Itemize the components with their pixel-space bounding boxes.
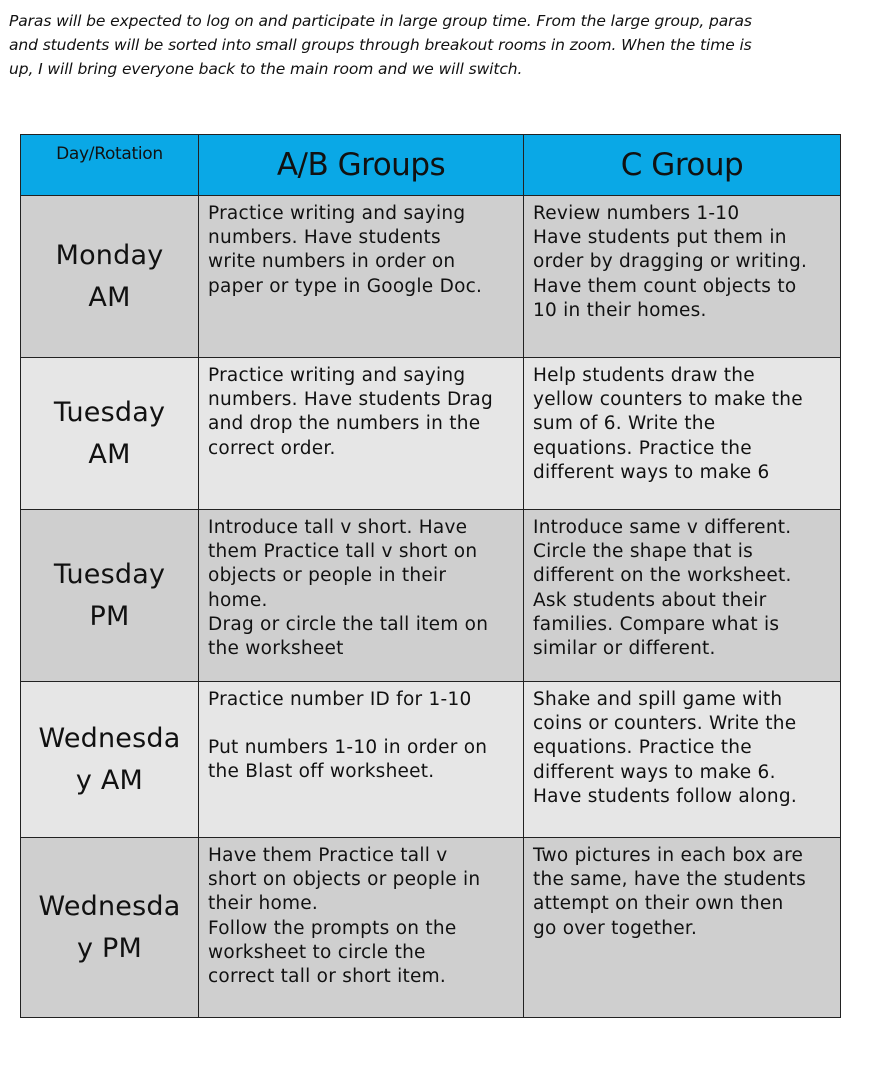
text-line: Have students follow along. <box>533 785 798 807</box>
text-line: them Practice tall v short on <box>208 541 478 563</box>
table-row <box>21 358 841 510</box>
header-row <box>21 135 841 196</box>
text-line: Practice writing and saying <box>208 365 466 386</box>
time-label: y PM <box>77 932 142 964</box>
day-label: Wednesda <box>38 890 181 922</box>
text-line: different ways to make 6 <box>533 461 770 483</box>
ab-activity-cell <box>199 682 524 838</box>
c-activity-cell <box>524 838 841 1018</box>
header-ab-groups-label: A/B Groups <box>276 147 446 183</box>
text-line: numbers. Have students Drag <box>208 389 493 411</box>
text-line: Follow the prompts on the <box>208 917 457 939</box>
day-cell <box>21 682 199 838</box>
c-activity-cell <box>524 358 841 510</box>
rotation-schedule-table <box>20 134 841 1018</box>
text-line: write numbers in order on <box>208 251 456 273</box>
text-line: sum of 6. Write the <box>533 413 716 435</box>
header-c-group-label: C Group <box>620 147 744 183</box>
day-label: Tuesday <box>53 396 166 428</box>
header-day-rotation-label: Day/Rotation <box>56 144 163 164</box>
day-cell <box>21 510 199 682</box>
ab-activity-cell <box>199 358 524 510</box>
text-line: the same, have the students <box>533 869 807 891</box>
c-activity-cell <box>524 196 841 358</box>
text-line: Introduce same v different. <box>533 517 792 538</box>
text-line: order by dragging or writing. <box>533 251 808 273</box>
ab-activity-cell <box>199 510 524 682</box>
text-line: their home. <box>208 893 319 915</box>
text-line: the worksheet <box>208 638 344 660</box>
text-line: Have them count objects to <box>533 275 797 297</box>
text-line: Have students put them in <box>533 227 787 249</box>
text-line: coins or counters. Write the <box>533 713 797 735</box>
text-line: equations. Practice the <box>533 737 752 759</box>
time-label: AM <box>88 281 131 313</box>
text-line: attempt on their own then <box>533 893 784 915</box>
day-cell <box>21 838 199 1018</box>
text-line: correct tall or short item. <box>208 966 447 988</box>
text-line: short on objects or people in <box>208 869 481 891</box>
text-line: go over together. <box>533 917 698 939</box>
day-cell <box>21 358 199 510</box>
text-line: Circle the shape that is <box>533 541 754 563</box>
text-line: different ways to make 6. <box>533 761 776 783</box>
c-activity-cell <box>524 510 841 682</box>
text-line: and drop the numbers in the <box>208 413 481 435</box>
header-ab-groups <box>199 135 524 196</box>
text-line: Put numbers 1-10 in order on <box>208 737 488 759</box>
blank-line <box>208 712 519 736</box>
table-row <box>21 510 841 682</box>
text-line: Drag or circle the tall item on <box>208 613 489 635</box>
text-line: Help students draw the <box>533 365 755 386</box>
table-row <box>21 196 841 358</box>
intro-line: up, I will bring everyone back to the main room and we will switch. <box>9 60 523 78</box>
text-line: 10 in their homes. <box>533 299 707 321</box>
text-line: paper or type in Google Doc. <box>208 275 483 297</box>
c-activity-cell <box>524 682 841 838</box>
text-line: equations. Practice the <box>533 437 752 459</box>
text-line: Introduce tall v short. Have <box>208 517 468 538</box>
time-label: PM <box>89 600 130 632</box>
time-label: AM <box>88 438 131 470</box>
header-day-rotation <box>21 135 199 196</box>
header-c-group <box>524 135 841 196</box>
text-line: Ask students about their <box>533 589 767 611</box>
ab-activity-cell <box>199 196 524 358</box>
intro-line: and students will be sorted into small groups through breakout rooms in zoom. When the time is <box>9 36 752 54</box>
day-cell <box>21 196 199 358</box>
text-line: Two pictures in each box are <box>533 845 804 866</box>
text-line: similar or different. <box>533 638 716 660</box>
text-line: correct order. <box>208 437 336 459</box>
text-line: worksheet to circle the <box>208 941 426 963</box>
ab-activity-cell <box>199 838 524 1018</box>
intro-line: Paras will be expected to log on and participate in large group time. From the large group, paras <box>9 12 752 30</box>
text-line: families. Compare what is <box>533 613 780 635</box>
text-line: Shake and spill game with <box>533 689 783 710</box>
text-line: Review numbers 1-10 <box>533 203 740 224</box>
text-line: Have them Practice tall v <box>208 845 448 866</box>
table-row <box>21 682 841 838</box>
day-label: Monday <box>55 239 164 271</box>
text-line: yellow counters to make the <box>533 389 803 411</box>
text-line: Practice number ID for 1-10 <box>208 689 472 710</box>
text-line: different on the worksheet. <box>533 565 792 587</box>
day-label: Wednesda <box>38 722 181 754</box>
text-line: numbers. Have students <box>208 227 441 249</box>
text-line: the Blast off worksheet. <box>208 761 435 783</box>
time-label: y AM <box>75 764 144 796</box>
table-row <box>21 838 841 1018</box>
text-line: Practice writing and saying <box>208 203 466 224</box>
text-line: objects or people in their <box>208 565 447 587</box>
day-label: Tuesday <box>53 558 166 590</box>
text-line: home. <box>208 589 268 611</box>
intro-paragraph <box>9 9 849 81</box>
